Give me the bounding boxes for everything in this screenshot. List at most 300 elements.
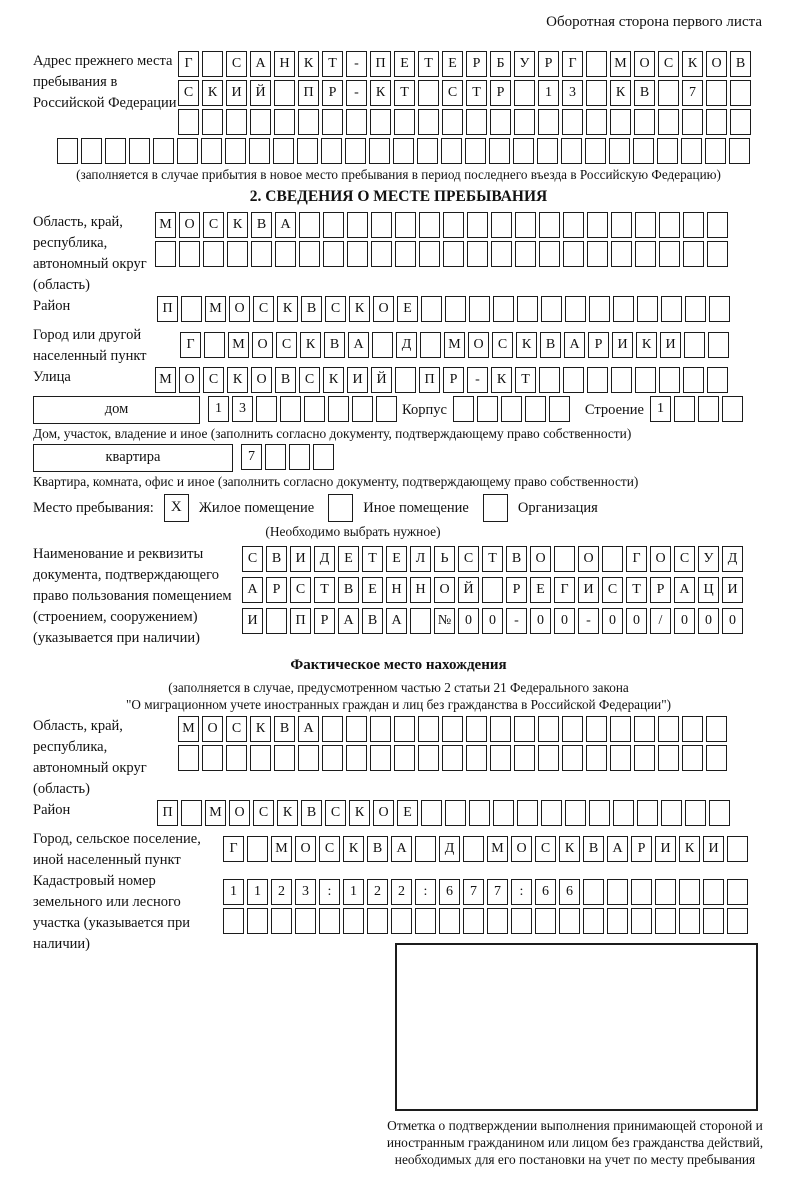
char-box[interactable]	[343, 908, 364, 934]
char-box[interactable]	[322, 109, 343, 135]
char-box[interactable]	[729, 138, 750, 164]
char-box[interactable]	[445, 800, 466, 826]
char-box[interactable]	[247, 908, 268, 934]
char-box[interactable]	[266, 608, 287, 634]
char-box[interactable]: С	[442, 80, 463, 106]
char-box[interactable]: О	[511, 836, 532, 862]
char-box[interactable]	[181, 800, 202, 826]
char-box[interactable]	[299, 241, 320, 267]
char-box[interactable]	[682, 716, 703, 742]
char-box[interactable]: В	[301, 296, 322, 322]
char-box[interactable]	[297, 138, 318, 164]
char-box[interactable]	[565, 800, 586, 826]
char-box[interactable]	[659, 241, 680, 267]
char-box[interactable]: Р	[538, 51, 559, 77]
char-box[interactable]: С	[325, 800, 346, 826]
char-box[interactable]: К	[202, 80, 223, 106]
char-box[interactable]	[514, 109, 535, 135]
char-box[interactable]	[703, 879, 724, 905]
char-box[interactable]	[345, 138, 366, 164]
char-box[interactable]	[299, 212, 320, 238]
char-box[interactable]	[393, 138, 414, 164]
char-box[interactable]: М	[271, 836, 292, 862]
char-box[interactable]	[203, 241, 224, 267]
char-box[interactable]: К	[227, 212, 248, 238]
char-box[interactable]: К	[636, 332, 657, 358]
char-box[interactable]: К	[370, 80, 391, 106]
char-box[interactable]	[563, 241, 584, 267]
char-box[interactable]	[589, 800, 610, 826]
char-box[interactable]	[370, 716, 391, 742]
char-box[interactable]	[226, 109, 247, 135]
char-box[interactable]	[321, 138, 342, 164]
char-box[interactable]	[525, 396, 546, 422]
char-box[interactable]	[610, 745, 631, 771]
char-box[interactable]	[442, 745, 463, 771]
char-box[interactable]: Е	[362, 577, 383, 603]
char-box[interactable]	[466, 745, 487, 771]
char-box[interactable]: 0	[626, 608, 647, 634]
char-box[interactable]: Т	[314, 577, 335, 603]
char-box[interactable]	[657, 138, 678, 164]
char-box[interactable]	[153, 138, 174, 164]
char-box[interactable]	[514, 745, 535, 771]
char-box[interactable]: -	[346, 51, 367, 77]
char-box[interactable]: -	[506, 608, 527, 634]
char-box[interactable]: К	[516, 332, 537, 358]
char-box[interactable]: С	[325, 296, 346, 322]
char-box[interactable]	[443, 212, 464, 238]
char-box[interactable]: :	[319, 879, 340, 905]
char-box[interactable]: М	[205, 800, 226, 826]
char-box[interactable]	[445, 296, 466, 322]
char-box[interactable]: О	[373, 296, 394, 322]
char-box[interactable]: Д	[722, 546, 743, 572]
char-box[interactable]	[674, 396, 695, 422]
char-box[interactable]: П	[370, 51, 391, 77]
char-box[interactable]	[419, 241, 440, 267]
char-box[interactable]: С	[535, 836, 556, 862]
char-box[interactable]	[298, 109, 319, 135]
char-box[interactable]: А	[275, 212, 296, 238]
char-box[interactable]	[661, 800, 682, 826]
char-box[interactable]: О	[373, 800, 394, 826]
char-box[interactable]: А	[564, 332, 585, 358]
char-box[interactable]	[586, 716, 607, 742]
char-box[interactable]: А	[250, 51, 271, 77]
char-box[interactable]	[490, 716, 511, 742]
char-box[interactable]	[538, 716, 559, 742]
char-box[interactable]: Д	[396, 332, 417, 358]
char-box[interactable]	[611, 241, 632, 267]
char-box[interactable]: Б	[490, 51, 511, 77]
char-box[interactable]	[395, 241, 416, 267]
char-box[interactable]	[469, 800, 490, 826]
char-box[interactable]: Р	[266, 577, 287, 603]
char-box[interactable]: В	[362, 608, 383, 634]
char-box[interactable]: О	[706, 51, 727, 77]
char-box[interactable]	[256, 396, 277, 422]
char-box[interactable]: С	[319, 836, 340, 862]
char-box[interactable]	[679, 908, 700, 934]
char-box[interactable]	[538, 745, 559, 771]
char-box[interactable]	[347, 212, 368, 238]
char-box[interactable]	[273, 138, 294, 164]
char-box[interactable]: Т	[466, 80, 487, 106]
char-box[interactable]	[295, 908, 316, 934]
char-box[interactable]	[722, 396, 743, 422]
char-box[interactable]: С	[253, 296, 274, 322]
char-box[interactable]: С	[178, 80, 199, 106]
char-box[interactable]	[539, 212, 560, 238]
char-box[interactable]: Т	[362, 546, 383, 572]
char-box[interactable]: Ц	[698, 577, 719, 603]
char-box[interactable]: 6	[559, 879, 580, 905]
char-box[interactable]: А	[338, 608, 359, 634]
char-box[interactable]	[727, 836, 748, 862]
char-box[interactable]: К	[227, 367, 248, 393]
char-box[interactable]	[227, 241, 248, 267]
char-box[interactable]	[491, 212, 512, 238]
char-box[interactable]: Р	[466, 51, 487, 77]
char-box[interactable]	[370, 109, 391, 135]
char-box[interactable]	[202, 51, 223, 77]
char-box[interactable]	[322, 716, 343, 742]
char-box[interactable]	[323, 212, 344, 238]
char-box[interactable]	[181, 296, 202, 322]
char-box[interactable]: К	[300, 332, 321, 358]
char-box[interactable]	[202, 109, 223, 135]
char-box[interactable]	[491, 241, 512, 267]
char-box[interactable]: 2	[391, 879, 412, 905]
char-box[interactable]: С	[203, 212, 224, 238]
char-box[interactable]: В	[274, 716, 295, 742]
char-box[interactable]	[250, 745, 271, 771]
char-box[interactable]	[418, 109, 439, 135]
char-box[interactable]	[304, 396, 325, 422]
char-box[interactable]	[637, 800, 658, 826]
char-box[interactable]	[698, 396, 719, 422]
char-box[interactable]	[465, 138, 486, 164]
char-box[interactable]	[586, 80, 607, 106]
char-box[interactable]	[707, 241, 728, 267]
char-box[interactable]	[705, 138, 726, 164]
char-box[interactable]	[493, 296, 514, 322]
char-box[interactable]: 1	[208, 396, 229, 422]
char-box[interactable]	[202, 745, 223, 771]
char-box[interactable]	[706, 745, 727, 771]
char-box[interactable]	[539, 367, 560, 393]
char-box[interactable]: Н	[274, 51, 295, 77]
char-box[interactable]	[549, 396, 570, 422]
char-box[interactable]	[352, 396, 373, 422]
char-box[interactable]	[706, 109, 727, 135]
char-box[interactable]	[415, 908, 436, 934]
char-box[interactable]: М	[155, 212, 176, 238]
char-box[interactable]: К	[343, 836, 364, 862]
char-box[interactable]	[727, 879, 748, 905]
char-box[interactable]	[613, 800, 634, 826]
char-box[interactable]: К	[277, 800, 298, 826]
char-box[interactable]: М	[444, 332, 465, 358]
char-box[interactable]: Ь	[434, 546, 455, 572]
char-box[interactable]	[394, 109, 415, 135]
char-box[interactable]: И	[655, 836, 676, 862]
char-box[interactable]: К	[679, 836, 700, 862]
char-box[interactable]	[658, 745, 679, 771]
char-box[interactable]: О	[530, 546, 551, 572]
char-box[interactable]: И	[290, 546, 311, 572]
char-box[interactable]: К	[250, 716, 271, 742]
char-box[interactable]: 0	[458, 608, 479, 634]
char-box[interactable]: К	[610, 80, 631, 106]
char-box[interactable]	[298, 745, 319, 771]
char-box[interactable]: Т	[482, 546, 503, 572]
char-box[interactable]	[661, 296, 682, 322]
char-box[interactable]: О	[229, 296, 250, 322]
char-box[interactable]	[706, 716, 727, 742]
char-box[interactable]	[707, 212, 728, 238]
char-box[interactable]	[201, 138, 222, 164]
char-box[interactable]: 1	[538, 80, 559, 106]
char-box[interactable]: Р	[588, 332, 609, 358]
char-box[interactable]: М	[228, 332, 249, 358]
char-box[interactable]: В	[730, 51, 751, 77]
char-box[interactable]	[513, 138, 534, 164]
char-box[interactable]: К	[559, 836, 580, 862]
char-box[interactable]	[659, 212, 680, 238]
char-box[interactable]	[442, 716, 463, 742]
char-box[interactable]: И	[722, 577, 743, 603]
char-box[interactable]: Е	[397, 296, 418, 322]
char-box[interactable]: 7	[241, 444, 262, 470]
char-box[interactable]: В	[506, 546, 527, 572]
char-box[interactable]: П	[298, 80, 319, 106]
char-box[interactable]: О	[229, 800, 250, 826]
char-box[interactable]	[634, 745, 655, 771]
char-box[interactable]	[274, 109, 295, 135]
char-box[interactable]	[610, 716, 631, 742]
char-box[interactable]: Н	[386, 577, 407, 603]
char-box[interactable]	[709, 800, 730, 826]
char-box[interactable]: П	[419, 367, 440, 393]
char-box[interactable]: К	[349, 800, 370, 826]
char-box[interactable]	[683, 212, 704, 238]
char-box[interactable]: 3	[295, 879, 316, 905]
char-box[interactable]	[394, 716, 415, 742]
char-box[interactable]: О	[179, 367, 200, 393]
char-box[interactable]	[586, 109, 607, 135]
char-box[interactable]: Г	[178, 51, 199, 77]
char-box[interactable]: Р	[506, 577, 527, 603]
char-box[interactable]	[562, 745, 583, 771]
char-box[interactable]	[554, 546, 575, 572]
char-box[interactable]: А	[242, 577, 263, 603]
char-box[interactable]	[372, 332, 393, 358]
char-box[interactable]	[421, 800, 442, 826]
char-box[interactable]: С	[242, 546, 263, 572]
char-box[interactable]	[562, 109, 583, 135]
char-box[interactable]	[421, 296, 442, 322]
char-box[interactable]: С	[276, 332, 297, 358]
char-box[interactable]	[682, 745, 703, 771]
char-box[interactable]	[514, 716, 535, 742]
char-box[interactable]	[323, 241, 344, 267]
char-box[interactable]	[563, 367, 584, 393]
char-box[interactable]: Й	[458, 577, 479, 603]
char-box[interactable]	[226, 745, 247, 771]
char-box[interactable]: К	[277, 296, 298, 322]
char-box[interactable]	[322, 745, 343, 771]
char-box[interactable]	[225, 138, 246, 164]
char-box[interactable]	[501, 396, 522, 422]
char-box[interactable]	[328, 396, 349, 422]
char-box[interactable]: Е	[394, 51, 415, 77]
char-box[interactable]	[658, 716, 679, 742]
char-box[interactable]	[703, 908, 724, 934]
char-box[interactable]	[177, 138, 198, 164]
char-box[interactable]: С	[226, 716, 247, 742]
char-box[interactable]: В	[540, 332, 561, 358]
char-box[interactable]	[371, 241, 392, 267]
char-box[interactable]	[635, 212, 656, 238]
char-box[interactable]	[659, 367, 680, 393]
char-box[interactable]	[585, 138, 606, 164]
char-box[interactable]: А	[607, 836, 628, 862]
char-box[interactable]	[563, 212, 584, 238]
char-box[interactable]: Р	[314, 608, 335, 634]
char-box[interactable]	[515, 241, 536, 267]
char-box[interactable]	[682, 109, 703, 135]
char-box[interactable]	[369, 138, 390, 164]
char-box[interactable]	[367, 908, 388, 934]
char-box[interactable]: И	[578, 577, 599, 603]
char-box[interactable]	[602, 546, 623, 572]
char-box[interactable]	[541, 296, 562, 322]
char-box[interactable]: С	[226, 51, 247, 77]
char-box[interactable]	[418, 716, 439, 742]
char-box[interactable]: П	[290, 608, 311, 634]
char-box[interactable]	[681, 138, 702, 164]
char-box[interactable]: Р	[490, 80, 511, 106]
char-box[interactable]	[57, 138, 78, 164]
char-box[interactable]	[376, 396, 397, 422]
char-box[interactable]	[204, 332, 225, 358]
char-box[interactable]: К	[349, 296, 370, 322]
char-box[interactable]	[442, 109, 463, 135]
char-box[interactable]	[247, 836, 268, 862]
char-box[interactable]	[515, 212, 536, 238]
char-box[interactable]: С	[203, 367, 224, 393]
char-box[interactable]	[611, 212, 632, 238]
char-box[interactable]	[587, 241, 608, 267]
char-box[interactable]: В	[338, 577, 359, 603]
char-box[interactable]	[709, 296, 730, 322]
char-box[interactable]	[707, 367, 728, 393]
char-box[interactable]: :	[415, 879, 436, 905]
char-box[interactable]	[683, 367, 704, 393]
char-box[interactable]: 0	[482, 608, 503, 634]
char-box[interactable]	[346, 745, 367, 771]
char-box[interactable]	[586, 51, 607, 77]
char-box[interactable]	[684, 332, 705, 358]
char-box[interactable]: :	[511, 879, 532, 905]
char-box[interactable]	[637, 296, 658, 322]
char-box[interactable]: О	[202, 716, 223, 742]
char-box[interactable]	[706, 80, 727, 106]
char-box[interactable]	[129, 138, 150, 164]
char-box[interactable]: Р	[322, 80, 343, 106]
char-box[interactable]: 1	[223, 879, 244, 905]
char-box[interactable]: 6	[535, 879, 556, 905]
char-box[interactable]: О	[634, 51, 655, 77]
char-box[interactable]: В	[634, 80, 655, 106]
char-box[interactable]	[589, 296, 610, 322]
char-box[interactable]: /	[650, 608, 671, 634]
char-box[interactable]: У	[514, 51, 535, 77]
char-box[interactable]: И	[703, 836, 724, 862]
char-box[interactable]	[607, 879, 628, 905]
char-box[interactable]	[346, 716, 367, 742]
char-box[interactable]	[633, 138, 654, 164]
char-box[interactable]	[477, 396, 498, 422]
char-box[interactable]: С	[458, 546, 479, 572]
char-box[interactable]: -	[578, 608, 599, 634]
char-box[interactable]	[511, 908, 532, 934]
char-box[interactable]	[155, 241, 176, 267]
char-box[interactable]: М	[178, 716, 199, 742]
char-box[interactable]	[658, 80, 679, 106]
char-box[interactable]	[490, 109, 511, 135]
char-box[interactable]	[467, 241, 488, 267]
char-box[interactable]: С	[253, 800, 274, 826]
char-box[interactable]	[466, 716, 487, 742]
char-box[interactable]	[708, 332, 729, 358]
char-box[interactable]: Р	[631, 836, 652, 862]
char-box[interactable]: -	[467, 367, 488, 393]
char-box[interactable]: О	[179, 212, 200, 238]
char-box[interactable]: Л	[410, 546, 431, 572]
char-box[interactable]	[275, 241, 296, 267]
char-box[interactable]: И	[226, 80, 247, 106]
char-box[interactable]: Г	[562, 51, 583, 77]
char-box[interactable]: Г	[223, 836, 244, 862]
char-box[interactable]	[271, 908, 292, 934]
char-box[interactable]: А	[391, 836, 412, 862]
char-box[interactable]: В	[275, 367, 296, 393]
char-box[interactable]: А	[386, 608, 407, 634]
char-box[interactable]: С	[492, 332, 513, 358]
char-box[interactable]	[439, 908, 460, 934]
char-box[interactable]	[609, 138, 630, 164]
char-box[interactable]: В	[583, 836, 604, 862]
char-box[interactable]: С	[290, 577, 311, 603]
char-box[interactable]: Т	[418, 51, 439, 77]
char-box[interactable]: П	[157, 800, 178, 826]
char-box[interactable]	[417, 138, 438, 164]
char-box[interactable]	[178, 745, 199, 771]
char-box[interactable]	[420, 332, 441, 358]
char-box[interactable]: 7	[487, 879, 508, 905]
char-box[interactable]	[541, 800, 562, 826]
char-box[interactable]	[463, 836, 484, 862]
apartment-widebox[interactable]: квартира	[33, 444, 233, 472]
char-box[interactable]	[535, 908, 556, 934]
char-box[interactable]	[655, 908, 676, 934]
char-box[interactable]	[489, 138, 510, 164]
char-box[interactable]: К	[323, 367, 344, 393]
char-box[interactable]: А	[298, 716, 319, 742]
